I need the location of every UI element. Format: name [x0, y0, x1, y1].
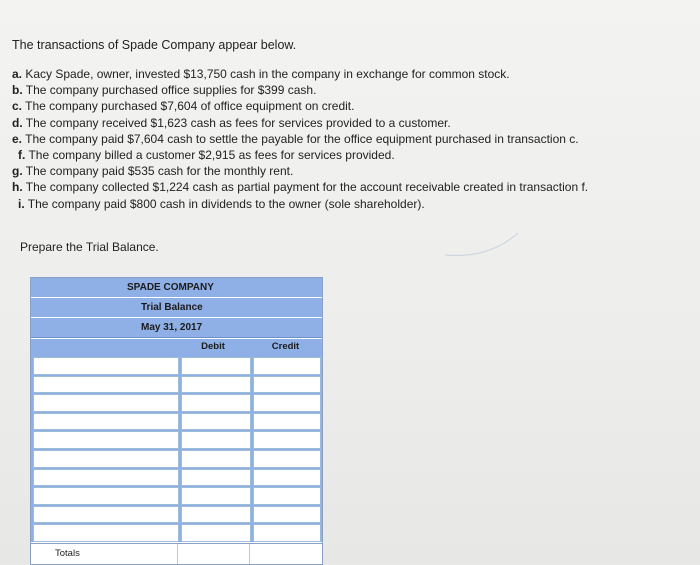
account-name-field[interactable] [33, 487, 179, 505]
pen-mark [440, 225, 530, 265]
credit-amount-field[interactable] [253, 431, 321, 449]
transaction-text: Kacy Spade, owner, invested $13,750 cash in the company in exchange for common stock. [25, 67, 510, 81]
debit-amount-field[interactable] [181, 506, 251, 524]
transaction-text: The company paid $800 cash in dividends to the owner (sole shareholder). [27, 196, 425, 211]
total-credit-field[interactable] [249, 544, 322, 564]
trial-balance-rows [31, 355, 322, 542]
statement-title: Trial Balance [141, 302, 203, 313]
transaction-letter: b. [12, 83, 23, 98]
trial-balance-row [31, 376, 322, 394]
trial-balance-row [31, 431, 322, 449]
account-name-field[interactable] [33, 506, 179, 524]
trial-balance-row [31, 469, 322, 487]
transaction-text: The company paid $7,604 cash to settle the payable for the office equipment purchased in transaction c. [25, 131, 579, 146]
account-name-field[interactable] [33, 357, 179, 375]
company-name: SPADE COMPANY [127, 282, 214, 293]
intro-text: The transactions of Spade Company appear below. [12, 38, 297, 52]
debit-column-header: Debit [201, 341, 225, 352]
credit-amount-field[interactable] [253, 394, 321, 412]
totals-label: Totals [55, 547, 80, 559]
transaction-text: The company collected $1,224 cash as partial payment for the account receivable created in transaction f. [25, 180, 589, 195]
transaction-list [12, 66, 588, 212]
credit-amount-field[interactable] [253, 506, 321, 524]
trial-balance-row [31, 506, 322, 524]
debit-amount-field[interactable] [181, 450, 251, 468]
debit-amount-field[interactable] [181, 431, 251, 449]
transaction-text: The company purchased $7,604 of office equipment on credit. [25, 99, 355, 114]
transaction-item [12, 147, 588, 163]
instruction-text: Prepare the Trial Balance. [20, 240, 159, 254]
debit-amount-field[interactable] [181, 413, 251, 431]
credit-amount-field[interactable] [253, 357, 321, 375]
transaction-item [12, 66, 588, 82]
transaction-item [12, 179, 588, 195]
debit-amount-field[interactable] [181, 376, 251, 394]
account-name-field[interactable] [33, 394, 179, 412]
statement-date: May 31, 2017 [141, 322, 203, 333]
transaction-item [12, 98, 588, 114]
transaction-letter: d. [12, 115, 23, 130]
debit-amount-field[interactable] [181, 357, 251, 375]
transaction-text: The company received $1,623 cash as fees for services provided to a customer. [25, 115, 451, 130]
trial-balance-row [31, 357, 322, 375]
debit-amount-field[interactable] [181, 394, 251, 412]
debit-amount-field[interactable] [181, 469, 251, 487]
debit-amount-field[interactable] [181, 487, 251, 505]
trial-balance-table [30, 277, 323, 565]
credit-column-header: Credit [271, 341, 300, 352]
column-header-row [31, 338, 322, 355]
transaction-letter: g. [12, 164, 23, 179]
account-name-field[interactable] [33, 431, 179, 449]
account-column-header [31, 339, 177, 355]
account-name-field[interactable] [33, 469, 179, 487]
debit-amount-field[interactable] [181, 524, 251, 542]
transaction-letter: i. [18, 196, 25, 211]
transaction-item [12, 131, 588, 147]
total-debit-field[interactable] [177, 544, 249, 564]
credit-amount-field[interactable] [253, 524, 321, 542]
credit-amount-field[interactable] [253, 413, 321, 431]
trial-balance-row [31, 413, 322, 431]
account-name-field[interactable] [33, 376, 179, 394]
transaction-letter: c. [12, 99, 23, 114]
transaction-letter: h. [12, 180, 23, 195]
transaction-item [12, 115, 588, 131]
trial-balance-row [31, 394, 322, 412]
transaction-letter: f. [18, 148, 26, 163]
transaction-letter: e. [12, 131, 23, 146]
credit-amount-field[interactable] [253, 376, 321, 394]
trial-balance-row [31, 450, 322, 468]
trial-balance-row [31, 524, 322, 542]
transaction-text: The company paid $535 cash for the monthly rent. [25, 164, 294, 179]
account-name-field[interactable] [33, 450, 179, 468]
transaction-text: The company billed a customer $2,915 as fees for services provided. [28, 148, 395, 163]
trial-balance-row [31, 487, 322, 505]
transaction-item [12, 196, 588, 212]
credit-amount-field[interactable] [253, 487, 321, 505]
account-name-field[interactable] [33, 524, 179, 542]
credit-amount-field[interactable] [253, 450, 321, 468]
transaction-text: The company purchased office supplies for $399 cash. [25, 83, 317, 98]
trial-balance-header [31, 278, 322, 338]
transaction-item [12, 82, 588, 98]
credit-amount-field[interactable] [253, 469, 321, 487]
totals-row [31, 543, 322, 564]
transaction-letter: a. [12, 67, 23, 81]
transaction-item [12, 163, 588, 179]
account-name-field[interactable] [33, 413, 179, 431]
